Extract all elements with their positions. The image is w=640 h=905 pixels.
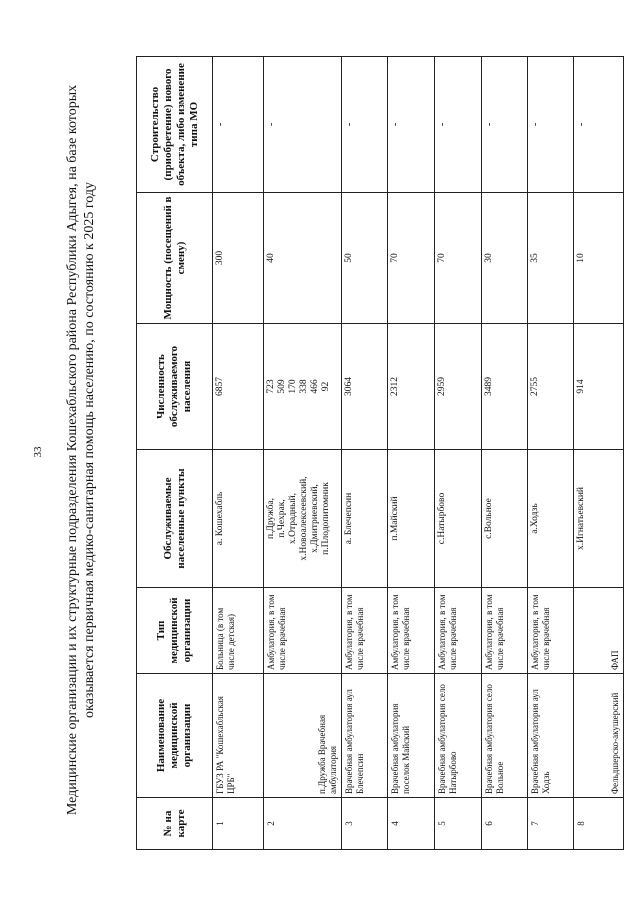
header-name: Наименование медицинской организации bbox=[137, 674, 213, 798]
table-row bbox=[482, 57, 528, 850]
table-row bbox=[213, 57, 264, 850]
cell-settlements bbox=[342, 450, 388, 588]
cell-type: Амбулатория, в том числе врачебная bbox=[528, 588, 574, 674]
settlement: х.Дмитриевский, bbox=[310, 484, 320, 553]
population-value: 3064 bbox=[344, 377, 354, 396]
cell-population bbox=[528, 324, 574, 450]
population-value: 170 bbox=[288, 379, 298, 394]
header-type: Тип медицинской организации bbox=[137, 588, 213, 674]
cell-type: Амбулатория, в том числе врачебная bbox=[435, 588, 482, 674]
population-value: 2312 bbox=[390, 377, 400, 396]
cell-settlements bbox=[482, 450, 528, 588]
cell-num: 6 bbox=[482, 798, 528, 850]
cell-name: Врачебная амбулатория аул Блечепсин bbox=[342, 674, 388, 798]
cell-construction: - bbox=[264, 57, 342, 193]
cell-construction: - bbox=[528, 57, 574, 193]
cell-capacity: 35 bbox=[528, 193, 574, 324]
population-value: 6857 bbox=[215, 377, 225, 396]
document-title: Медицинские организации и их структурные подразделения Кошехабльского района Республики Адыгея, на базе которых оказывается первичная медико-санитарная помощь населению, по состоянию к 2025 году bbox=[65, 84, 97, 816]
cell-population bbox=[388, 324, 435, 450]
cell-settlements bbox=[264, 450, 342, 588]
population-value: 509 bbox=[277, 379, 287, 394]
table-row bbox=[264, 57, 342, 850]
settlement: с.Натырбово bbox=[437, 492, 447, 545]
cell-construction: - bbox=[388, 57, 435, 193]
cell-type: Амбулатория, в том числе врачебная bbox=[482, 588, 528, 674]
settlement: п.Майский bbox=[390, 496, 400, 541]
cell-capacity: 30 bbox=[482, 193, 528, 324]
cell-name: Врачебная амбулатория село Вольное bbox=[482, 674, 528, 798]
settlement: п.Чехрак, bbox=[277, 499, 287, 538]
settlement: х.Игнатьевский bbox=[576, 486, 586, 551]
cell-type: ФАП bbox=[574, 588, 624, 674]
cell-type: Больница (в том числе детская) bbox=[213, 588, 264, 674]
cell-num: 8 bbox=[574, 798, 624, 850]
settlement: а. Кошехабль bbox=[215, 491, 225, 546]
cell-name: Врачебная амбулатория аул Ходзь bbox=[528, 674, 574, 798]
cell-population bbox=[213, 324, 264, 450]
header-row bbox=[137, 57, 213, 850]
table-row bbox=[574, 57, 624, 850]
cell-type: Амбулатория, в том числе врачебная bbox=[388, 588, 435, 674]
header-num: № на карте bbox=[137, 798, 213, 850]
cell-num: 3 bbox=[342, 798, 388, 850]
settlement: п.Плодопитомник bbox=[321, 482, 331, 555]
settlement: х.Новоалексеевский, bbox=[299, 476, 309, 561]
cell-population bbox=[574, 324, 624, 450]
cell-settlements bbox=[213, 450, 264, 588]
cell-capacity: 10 bbox=[574, 193, 624, 324]
cell-num: 2 bbox=[264, 798, 342, 850]
population-value: 723 bbox=[266, 379, 276, 394]
cell-name: п.Дружба Врачебная амбулатория bbox=[264, 674, 342, 798]
header-capacity: Мощность (посещений в смену) bbox=[137, 193, 213, 324]
cell-population bbox=[264, 324, 342, 450]
settlement: с.Вольное bbox=[484, 498, 494, 539]
cell-type: Амбулатория, в том числе врачебная bbox=[264, 588, 342, 674]
cell-population bbox=[342, 324, 388, 450]
population-value: 2959 bbox=[437, 377, 447, 396]
cell-capacity: 40 bbox=[264, 193, 342, 324]
settlement: х.Отрадный, bbox=[288, 493, 298, 544]
medical-organizations-table bbox=[136, 56, 624, 850]
cell-construction: - bbox=[435, 57, 482, 193]
cell-num: 1 bbox=[213, 798, 264, 850]
cell-num: 4 bbox=[388, 798, 435, 850]
header-settlements: Обслуживаемые населенные пункты bbox=[137, 450, 213, 588]
population-value: 2755 bbox=[530, 377, 540, 396]
page-number: 33 bbox=[32, 446, 44, 458]
population-value: 338 bbox=[299, 379, 309, 394]
population-value: 92 bbox=[321, 381, 331, 392]
cell-population bbox=[482, 324, 528, 450]
cell-construction: - bbox=[574, 57, 624, 193]
cell-settlements bbox=[574, 450, 624, 588]
cell-settlements bbox=[388, 450, 435, 588]
cell-num: 5 bbox=[435, 798, 482, 850]
cell-population bbox=[435, 324, 482, 450]
cell-construction: - bbox=[342, 57, 388, 193]
cell-name: Врачебная амбулатория поселок Майский bbox=[388, 674, 435, 798]
cell-name: Врачебная амбулатория село Натырбово bbox=[435, 674, 482, 798]
table-row bbox=[342, 57, 388, 850]
header-construction: Строительство (приобретение) нового объекта, либо изменение типа МО bbox=[137, 57, 213, 193]
cell-settlements bbox=[528, 450, 574, 588]
settlement: а.Ходзь bbox=[530, 503, 540, 534]
header-population: Численность обслуживаемого населения bbox=[137, 324, 213, 450]
table-row bbox=[435, 57, 482, 850]
table-row bbox=[528, 57, 574, 850]
cell-type: Амбулатория, в том числе врачебная bbox=[342, 588, 388, 674]
population-value: 3489 bbox=[484, 377, 494, 396]
cell-capacity: 300 bbox=[213, 193, 264, 324]
population-value: 914 bbox=[576, 379, 586, 394]
cell-name: ГБУЗ РА "Кошехабльская ЦРБ" bbox=[213, 674, 264, 798]
cell-name: Фельдшерско-акушерский bbox=[574, 674, 624, 798]
settlement: п.Дружба, bbox=[266, 497, 276, 540]
cell-num: 7 bbox=[528, 798, 574, 850]
cell-construction: - bbox=[482, 57, 528, 193]
cell-capacity: 50 bbox=[342, 193, 388, 324]
population-value: 466 bbox=[310, 379, 320, 394]
cell-capacity: 70 bbox=[435, 193, 482, 324]
cell-capacity: 70 bbox=[388, 193, 435, 324]
cell-construction: - bbox=[213, 57, 264, 193]
table-row bbox=[388, 57, 435, 850]
cell-settlements bbox=[435, 450, 482, 588]
settlement: а. Блечепсин bbox=[344, 492, 354, 545]
